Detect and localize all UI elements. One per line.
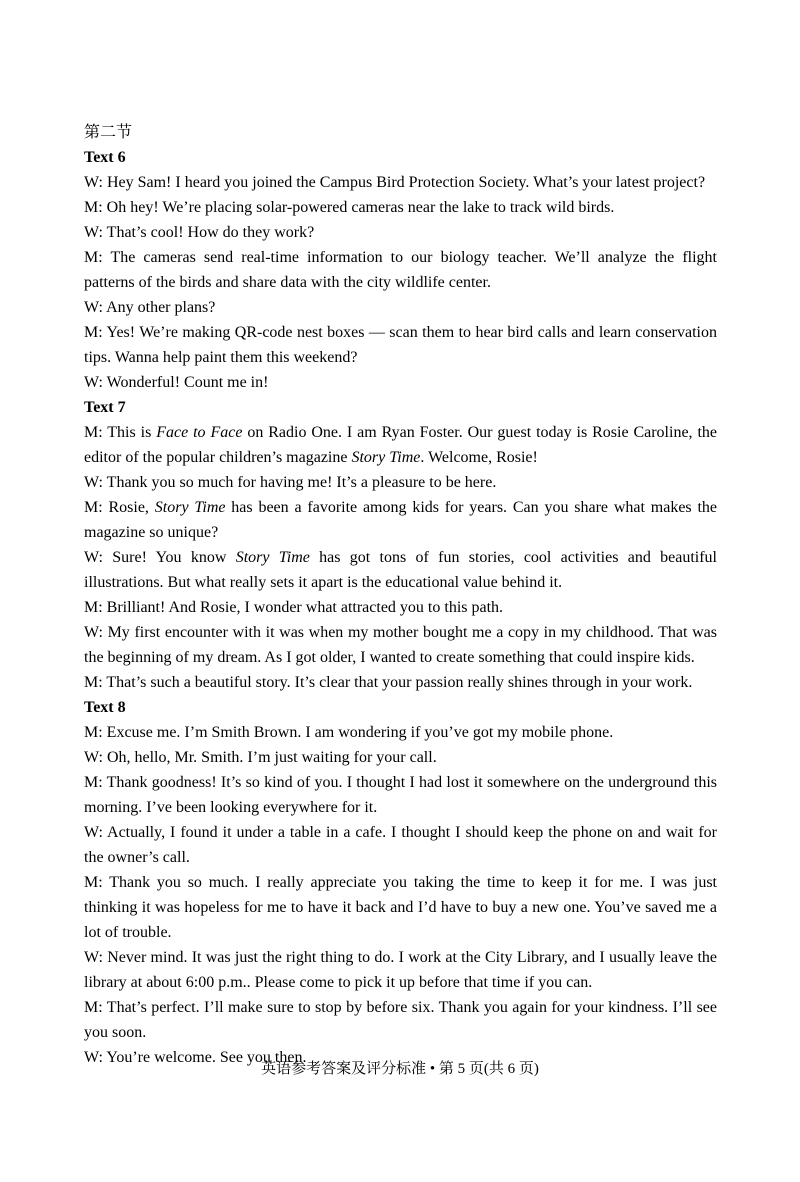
dialogue-line xyxy=(84,870,717,945)
italic-segment: Story Time xyxy=(351,449,421,466)
dialogue-line xyxy=(84,770,717,820)
dialogue-line xyxy=(84,670,717,695)
text-segment: M: That’s such a beautiful story. It’s clear that your passion really shines through in your work. xyxy=(84,674,693,691)
dialogue-line xyxy=(84,320,717,370)
text-segment: has got tons of fun stories, cool activities and beautiful illustrations. But what really sets it apart is the educational value behind it. xyxy=(84,549,717,591)
dialogue-line xyxy=(84,620,717,670)
text-segment: W: Thank you so much for having me! It’s a pleasure to be here. xyxy=(84,474,497,491)
text-segment: has been a favorite among kids for years. Can you share what makes the magazine so unique? xyxy=(84,499,718,541)
text-segment: W: Wonderful! Count me in! xyxy=(84,374,269,391)
text-segment: W: Never mind. It was just the right thing to do. I work at the City Library, and I usually leave the library at about 6:00 p.m.. Please come to pick it up before that time if you can. xyxy=(84,949,717,991)
dialogue-line xyxy=(84,995,717,1045)
text-segment: M: The cameras send real-time information to our biology teacher. We’ll analyze the flight patterns of the birds and share data with the city wildlife center. xyxy=(84,249,717,291)
italic-segment: Face to Face xyxy=(156,424,243,441)
dialogue-line xyxy=(84,720,717,745)
dialogue-line xyxy=(84,495,717,545)
dialogue-line xyxy=(84,420,717,470)
text-segment: M: This is xyxy=(84,424,157,441)
text-segment: M: Brilliant! And Rosie, I wonder what attracted you to this path. xyxy=(84,599,504,616)
text-segment: on Radio One. I am Ryan Foster. Our guest today is Rosie Caroline, the editor of the popular children’s magazine xyxy=(84,424,718,466)
text-segment: W: My first encounter with it was when my mother bought me a copy in my childhood. That was the beginning of my dream. As I got older, I wanted to create something that could inspire kids. xyxy=(84,624,717,666)
dialogue-line xyxy=(84,545,717,595)
text-segment: M: Thank you so much. I really appreciate you taking the time to keep it for me. I was just thinking it was hopeless for me to have it back and I’d have to buy a new one. You’ve saved me a lot of trouble. xyxy=(84,874,717,941)
dialogue-line xyxy=(84,245,717,295)
text-title: Text 7 xyxy=(84,399,126,416)
text-segment: W: Actually, I found it under a table in a cafe. I thought I should keep the phone on and wait for the owner’s call. xyxy=(84,824,717,866)
text-segment: M: Yes! We’re making QR-code nest boxes — scan them to hear bird calls and learn conservation tips. Wanna help paint them this weekend? xyxy=(84,324,717,366)
dialogue-line xyxy=(84,195,717,220)
section-label: 第二节 xyxy=(84,124,133,141)
dialogue-line xyxy=(84,820,717,870)
text-segment: W: That’s cool! How do they work? xyxy=(84,224,315,241)
dialogue-line xyxy=(84,470,717,495)
dialogue-line xyxy=(84,595,717,620)
dialogue-line xyxy=(84,295,717,320)
text-segment: W: You’re welcome. See you then. xyxy=(84,1049,307,1066)
text-segment: W: Any other plans? xyxy=(84,299,216,316)
dialogue-line xyxy=(84,945,717,995)
text-segment: M: Excuse me. I’m Smith Brown. I am wondering if you’ve got my mobile phone. xyxy=(84,724,614,741)
dialogue-line xyxy=(84,170,717,195)
text-segment: W: Sure! You know xyxy=(84,549,236,566)
italic-segment: Story Time xyxy=(154,499,226,516)
text-segment: M: Rosie, xyxy=(84,499,155,516)
page-content xyxy=(84,120,717,1070)
text-segment: W: Hey Sam! I heard you joined the Campus Bird Protection Society. What’s your latest project? xyxy=(84,174,706,191)
italic-segment: Story Time xyxy=(235,549,310,566)
page-footer: 英语参考答案及评分标准 • 第 5 页(共 6 页) xyxy=(261,1061,539,1077)
text-segment: M: Thank goodness! It’s so kind of you. I thought I had lost it somewhere on the underground this morning. I’ve been looking everywhere for it. xyxy=(84,774,717,816)
dialogue-line xyxy=(84,370,717,395)
text-segment: . Welcome, Rosie! xyxy=(420,449,538,466)
transcript xyxy=(84,145,717,1070)
text-segment: M: That’s perfect. I’ll make sure to stop by before six. Thank you again for your kindness. I’ll see you soon. xyxy=(84,999,717,1041)
text-title: Text 6 xyxy=(84,149,126,166)
dialogue-line xyxy=(84,220,717,245)
text-segment: W: Oh, hello, Mr. Smith. I’m just waiting for your call. xyxy=(84,749,437,766)
dialogue-line xyxy=(84,745,717,770)
text-segment: M: Oh hey! We’re placing solar-powered cameras near the lake to track wild birds. xyxy=(84,199,615,216)
text-title: Text 8 xyxy=(84,699,126,716)
